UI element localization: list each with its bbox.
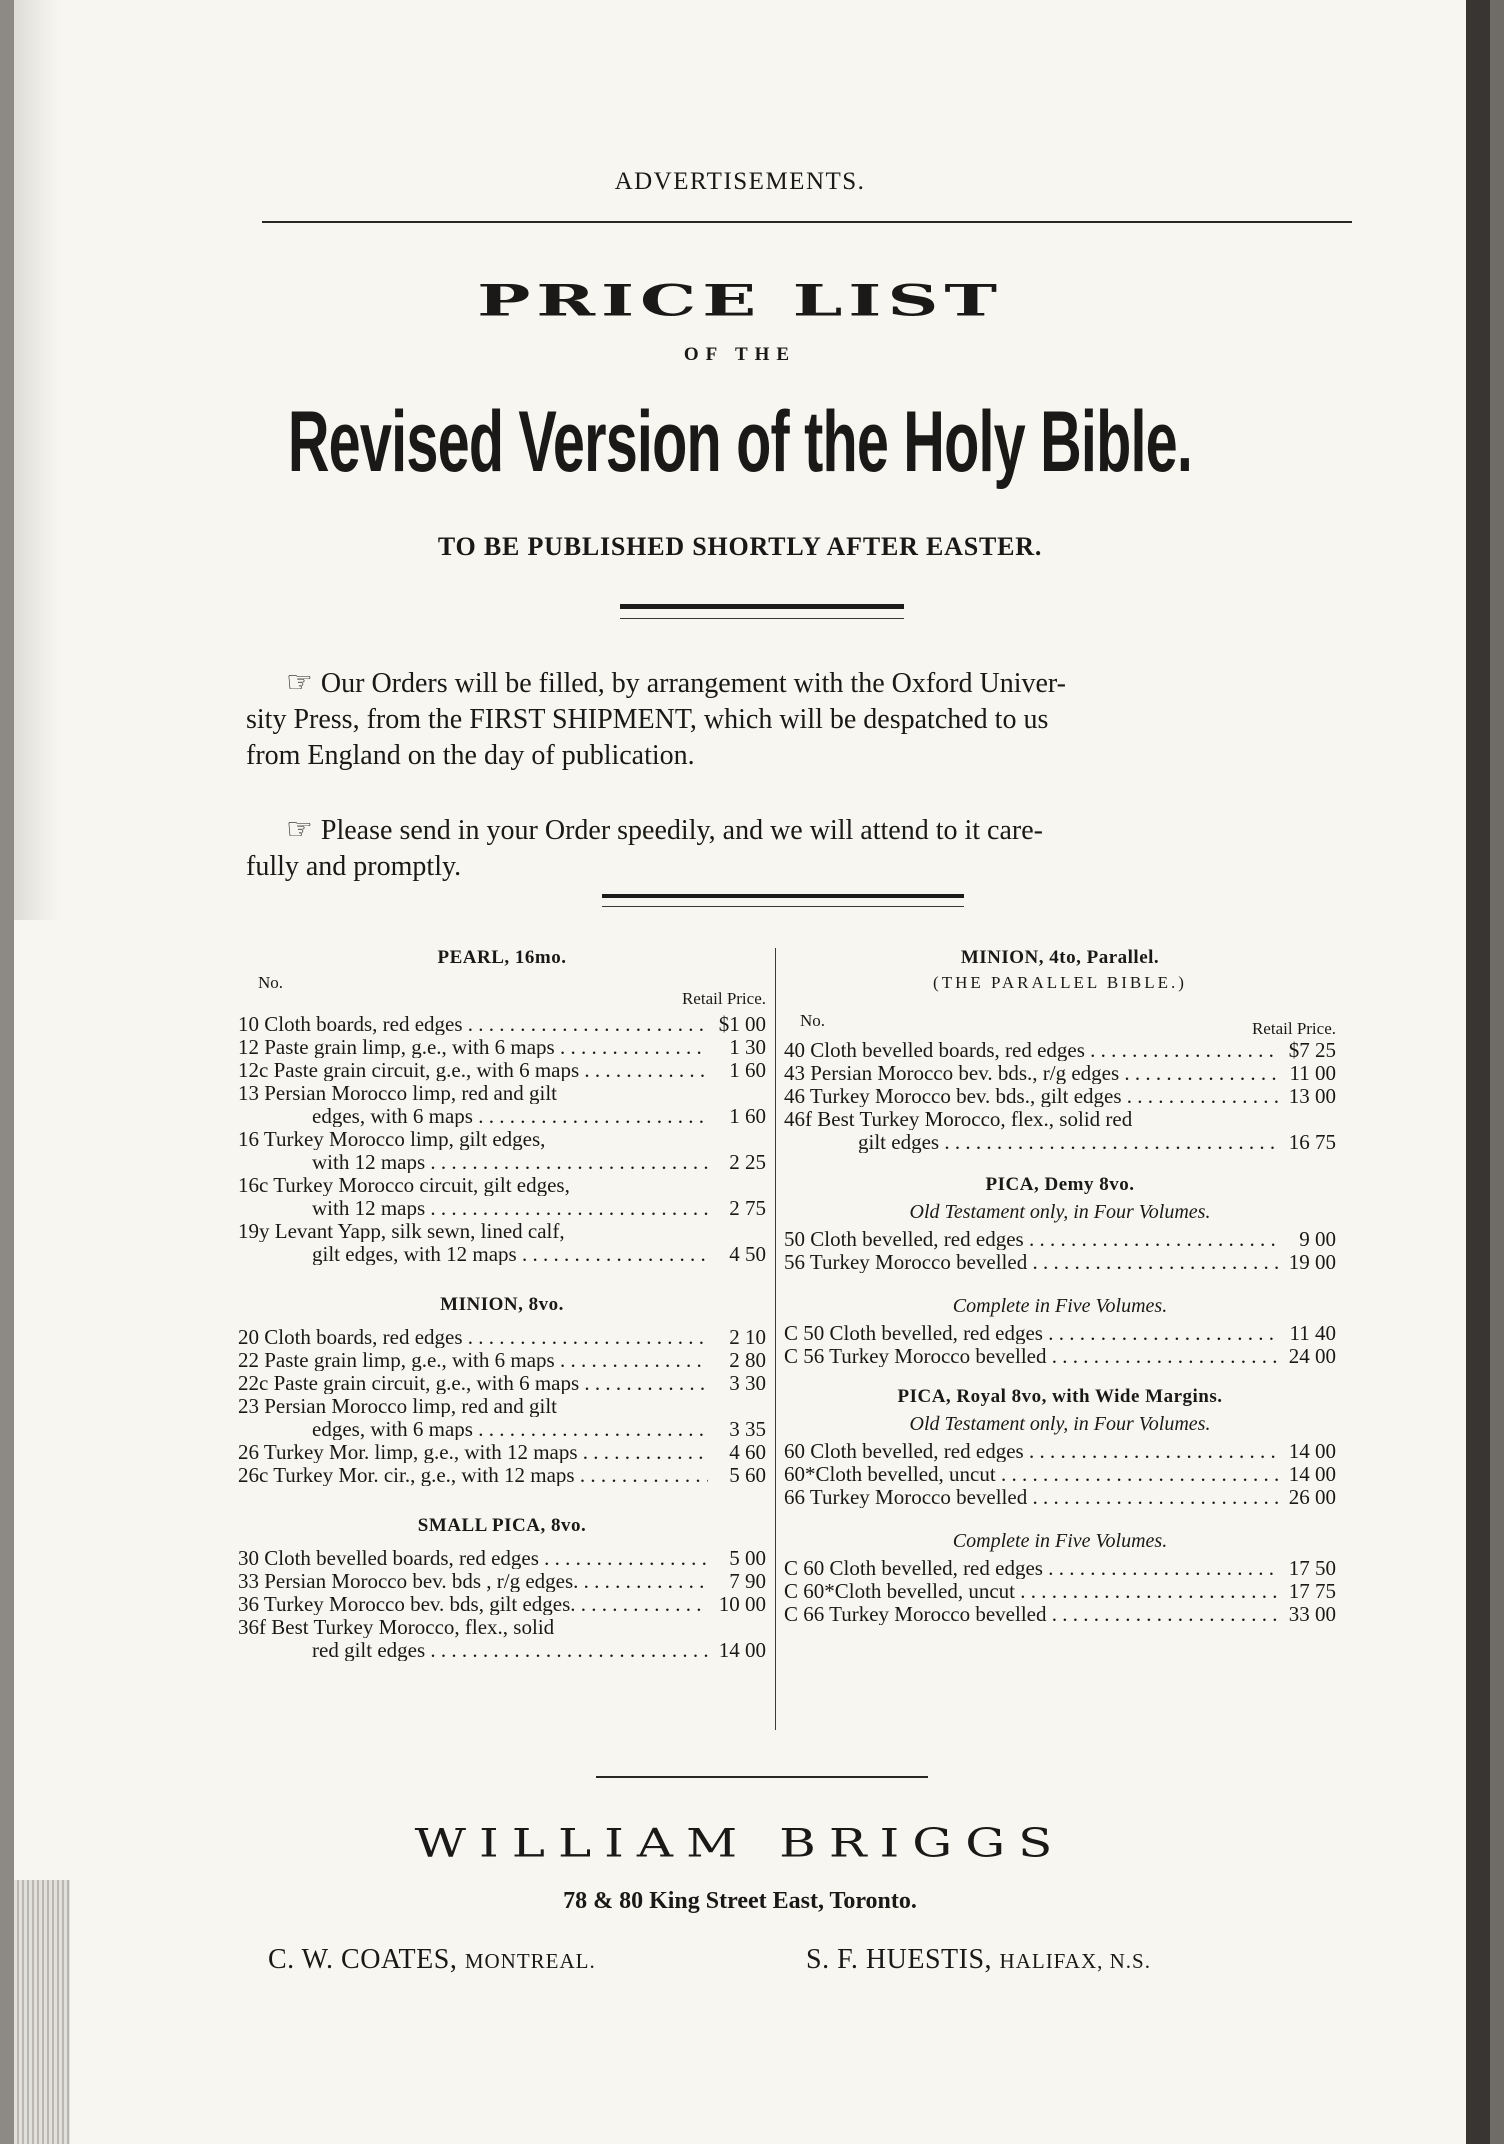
notice-send-line: Please send in your Order speedily, and we will attend to it care- [320,815,1043,846]
item-price: 13 00 [1288,1084,1336,1108]
price-row [784,1107,1336,1130]
section-rule-thin [602,906,964,907]
item-price: 17 50 [1288,1556,1336,1580]
price-column-left [238,946,766,1661]
notice-send-line: fully and promptly. [246,851,462,882]
price-row [784,1344,1336,1367]
item-price: 5 60 [729,1463,766,1487]
page-shadow [14,0,62,920]
price-rows [238,1012,766,1265]
item-description: 26 Turkey Mor. limp, g.e., with 12 maps . . . [238,1441,708,1463]
section-rule-thick [602,894,964,898]
price-row [238,1173,766,1196]
item-price: 33 00 [1288,1602,1336,1626]
item-price: 10 00 [718,1592,766,1616]
note-complete: Complete in Five Volumes. [952,1530,1168,1552]
price-row [238,1035,766,1058]
price-column-right [784,946,1336,1625]
retail-price-label: Retail Price. [681,989,766,1008]
item-price: 2 75 [729,1196,766,1220]
price-row [238,1127,766,1150]
item-price: 1 30 [729,1035,766,1059]
item-price: 24 00 [1288,1344,1336,1368]
note-old-testament: Old Testament only, in Four Volumes. [909,1413,1211,1435]
item-price: 2 25 [729,1150,766,1174]
pointing-hand-icon: ☞ [286,666,313,699]
item-description: 12c Paste grain circuit, g.e., with 6 maps . . . [238,1059,708,1081]
price-row [238,1394,766,1417]
footer-rule [596,1776,928,1778]
price-row [784,1602,1336,1625]
item-description: 40 Cloth bevelled boards, red edges . . . [784,1039,1278,1061]
notice-orders-line: sity Press, from the FIRST SHIPMENT, which will be despatched to us [246,704,1049,735]
agent-city: MONTREAL. [464,1949,596,1973]
section-title-pica-demy: PICA, Demy 8vo. [985,1174,1135,1195]
price-row [238,1325,766,1348]
price-rows [784,1321,1336,1367]
item-price: $1 00 [718,1012,766,1036]
item-price: 11 40 [1289,1321,1336,1345]
price-row [238,1440,766,1463]
section-title-pearl: PEARL, 16mo. [437,947,567,968]
item-description: 20 Cloth boards, red edges . . . [238,1326,708,1348]
price-row [784,1084,1336,1107]
item-price: 17 75 [1288,1579,1336,1603]
item-price: 3 30 [729,1371,766,1395]
notice-orders-line: Our Orders will be filled, by arrangement with the Oxford Univer- [320,668,1067,699]
ornament-rule-thin [620,618,904,619]
item-description: 56 Turkey Morocco bevelled . . . [784,1251,1278,1273]
item-description: edges, with 6 maps . . . [238,1105,708,1127]
item-description: gilt edges, with 12 maps . . . [238,1243,708,1265]
item-description: C 60 Cloth bevelled, red edges . . . [784,1557,1278,1579]
publisher-name: WILLIAM BRIGGS [414,1820,1066,1866]
item-description: red gilt edges . . . [238,1639,708,1661]
price-row [784,1061,1336,1084]
item-description: edges, with 6 maps . . . [238,1418,708,1440]
price-row [784,1321,1336,1344]
note-complete: Complete in Five Volumes. [952,1295,1168,1317]
item-description: 46 Turkey Morocco bev. bds., gilt edges . . . [784,1085,1278,1107]
price-row [784,1462,1336,1485]
price-row [238,1615,766,1638]
price-row [238,1417,766,1440]
price-row [238,1058,766,1081]
item-description: C 60*Cloth bevelled, uncut . . . [784,1580,1278,1602]
notice-orders [246,665,1332,774]
price-row [238,1196,766,1219]
agent-city: HALIFAX, N.S. [999,1949,1151,1973]
bible-title: Revised Version of the Holy Bible. [287,394,1193,490]
item-description: 60 Cloth bevelled, red edges . . . [784,1440,1278,1462]
agent-montreal [268,1944,596,1976]
price-rows [784,1227,1336,1273]
column-header [784,996,1336,1038]
ornament-rule-thick [620,604,904,609]
item-description: 30 Cloth bevelled boards, red edges . . . [238,1547,708,1569]
price-list-title: PRICE LIST [477,275,1003,327]
item-description: 22c Paste grain circuit, g.e., with 6 maps . . . [238,1372,708,1394]
notice-orders-line: from England on the day of publication. [246,740,695,771]
price-row [238,1104,766,1127]
agent-name: S. F. HUESTIS, [806,1944,993,1975]
price-rows [238,1546,766,1661]
item-description: 60*Cloth bevelled, uncut . . . [784,1463,1278,1485]
item-description: 26c Turkey Mor. cir., g.e., with 12 maps . . . [238,1464,708,1486]
item-price: 3 35 [729,1417,766,1441]
section-title-small-pica: SMALL PICA, 8vo. [417,1515,587,1536]
book-spine [1466,0,1490,2144]
price-rows [784,1556,1336,1625]
item-price: 4 50 [729,1242,766,1266]
item-price: 14 00 [718,1638,766,1662]
price-row [238,1463,766,1486]
item-price: 16 75 [1288,1130,1336,1154]
price-row [238,1150,766,1173]
item-description: 13 Persian Morocco limp, red and gilt [238,1082,558,1104]
item-description: C 50 Cloth bevelled, red edges . . . [784,1322,1278,1344]
item-price: 4 60 [729,1440,766,1464]
item-description: 12 Paste grain limp, g.e., with 6 maps . . . [238,1036,708,1058]
pointing-hand-icon: ☞ [286,813,313,846]
no-label: No. [258,973,284,992]
price-row [238,1348,766,1371]
item-price: 19 00 [1288,1250,1336,1274]
page [14,0,1466,2144]
price-row [238,1219,766,1242]
item-description: 22 Paste grain limp, g.e., with 6 maps . . . [238,1349,708,1371]
item-description: with 12 maps . . . [238,1151,708,1173]
publisher-address: 78 & 80 King Street East, Toronto. [563,1888,917,1914]
price-row [784,1579,1336,1602]
price-row [238,1546,766,1569]
scan-border [1490,0,1504,2144]
item-description: gilt edges . . . [784,1131,1278,1153]
item-description: 36f Best Turkey Morocco, flex., solid [238,1616,555,1638]
item-description: 16 Turkey Morocco limp, gilt edges, [238,1128,546,1150]
item-description: 19y Levant Yapp, silk sewn, lined calf, [238,1220,565,1242]
section-title-minion-8vo: MINION, 8vo. [440,1294,564,1315]
price-rows [238,1325,766,1486]
note-old-testament: Old Testament only, in Four Volumes. [909,1201,1211,1223]
running-head: ADVERTISEMENTS. [614,168,866,195]
item-description: with 12 maps . . . [238,1197,708,1219]
item-description: C 56 Turkey Morocco bevelled . . . [784,1345,1278,1367]
price-row [238,1371,766,1394]
section-title-minion-4to: MINION, 4to, Parallel. [960,947,1160,968]
header-rule [262,221,1352,223]
item-description: 33 Persian Morocco bev. bds , r/g edges. . . . [238,1570,708,1592]
item-description: 66 Turkey Morocco bevelled . . . [784,1486,1278,1508]
no-label: No. [800,1011,826,1030]
price-row [784,1485,1336,1508]
price-row [784,1439,1336,1462]
item-price: 1 60 [729,1058,766,1082]
price-row [238,1592,766,1615]
item-price: 7 90 [729,1569,766,1593]
item-price: 9 00 [1299,1227,1336,1251]
price-row [784,1227,1336,1250]
item-description: 50 Cloth bevelled, red edges . . . [784,1228,1278,1250]
item-price: 14 00 [1288,1462,1336,1486]
item-description: 36 Turkey Morocco bev. bds, gilt edges. . . . [238,1593,708,1615]
notice-send-order [246,812,1332,885]
price-row [238,1638,766,1661]
item-description: C 66 Turkey Morocco bevelled . . . [784,1603,1278,1625]
price-row [784,1556,1336,1579]
item-price: $7 25 [1288,1038,1336,1062]
item-description: 23 Persian Morocco limp, red and gilt [238,1395,558,1417]
column-header [238,970,766,1012]
item-price: 26 00 [1288,1485,1336,1509]
page-stack-edge [14,1880,70,2144]
price-row [784,1250,1336,1273]
item-description: 46f Best Turkey Morocco, flex., solid red [784,1108,1133,1130]
item-description: 16c Turkey Morocco circuit, gilt edges, [238,1174,570,1196]
item-description: 10 Cloth boards, red edges . . . [238,1013,708,1035]
item-price: 2 80 [729,1348,766,1372]
section-title-pica-royal: PICA, Royal 8vo, with Wide Margins. [897,1386,1223,1407]
publication-note: TO BE PUBLISHED SHORTLY AFTER EASTER. [437,532,1043,561]
section-subtitle-parallel: (THE PARALLEL BIBLE.) [933,973,1187,992]
item-price: 2 10 [729,1325,766,1349]
agent-name: C. W. COATES, [268,1944,458,1975]
item-description: 43 Persian Morocco bev. bds., r/g edges . . . [784,1062,1278,1084]
price-rows [784,1439,1336,1508]
price-row [784,1038,1336,1061]
price-row [238,1242,766,1265]
price-rows [784,1038,1336,1153]
agent-halifax [806,1944,1151,1976]
price-row [238,1569,766,1592]
retail-price-label: Retail Price. [1251,1019,1336,1038]
item-price: 11 00 [1289,1061,1336,1085]
item-price: 14 00 [1288,1439,1336,1463]
price-row [238,1012,766,1035]
price-row [238,1081,766,1104]
of-the-label: OF THE [683,344,797,365]
column-divider [775,948,776,1730]
item-price: 5 00 [729,1546,766,1570]
price-row [784,1130,1336,1153]
item-price: 1 60 [729,1104,766,1128]
